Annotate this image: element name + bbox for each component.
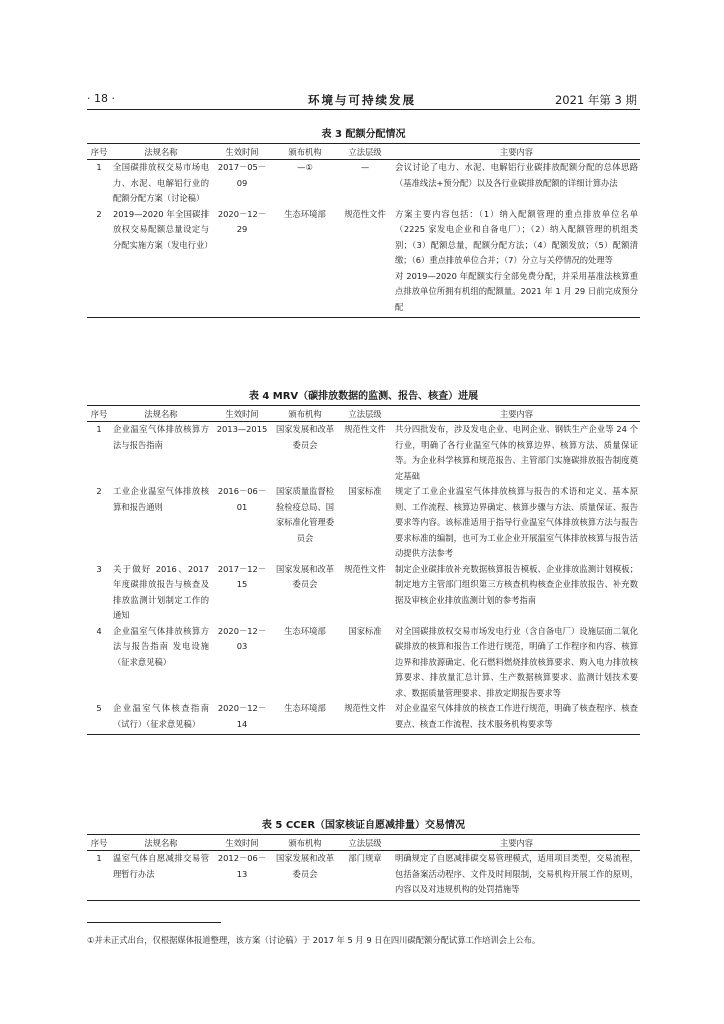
table5 [87,834,640,901]
col-header-no: 序号 [87,406,111,422]
col-header-date: 生效时间 [211,406,273,422]
table4-header-row [87,406,640,422]
col-header-name: 法规名称 [111,144,211,160]
row-date: 2012－06－13 [211,851,273,901]
row-level: 规范性文件 [344,563,386,574]
table5-header-row [87,835,640,851]
row-agency: —① [297,162,313,172]
table-row [87,422,640,485]
footnote: ①并未正式出台，仅根据媒体报道整理，该方案（讨论稿）于 2017 年 5 月 9 日在四川碳配额分配试算工作培训会上公布。 [87,935,541,945]
row-date: 2016－06－01 [217,486,267,512]
col-header-content: 主要内容 [393,406,640,422]
row-level: 国家标准 [348,486,382,496]
issue-label: 2021 年第 3 期 [554,93,637,107]
table4 [87,405,640,735]
col-header-level: 立法层级 [337,406,393,422]
col-header-no: 序号 [87,144,111,160]
row-name: 企业温室气体排放核算方法与报告指南 发电设施（征求意见稿） [113,625,209,667]
col-header-date: 生效时间 [211,144,273,160]
row-level: 规范性文件 [337,701,393,735]
table-row [87,701,640,735]
table-row [87,624,640,702]
col-header-date: 生效时间 [211,835,273,851]
row-date: 2013—2015 [216,424,268,434]
row-agency: 生态环境部 [273,701,337,735]
row-no: 2 [87,207,111,318]
row-date: 2020－12－14 [211,701,273,735]
row-no: 3 [96,563,102,574]
row-name: 温室气体自愿减排交易管理暂行办法 [111,851,211,901]
row-content: 对全国碳排放权交易市场发电行业（含自备电厂）设施层面二氧化碳排放的核算和报告工作进行规范，明确了工作程序和内容、核算边界和排放源确定、化石燃料燃烧排放核算要求、购入电力排放核算要求、排放量汇总计算、生产数据核算要求、监测计划技术要求、数据质量管理要求、排放定期报告要求等 [395,625,638,698]
table-row [87,562,640,624]
row-no: 1 [96,424,102,434]
row-content: 会议讨论了电力、水泥、电解铝行业碳排放配额分配的总体思路（基准线法+预分配）以及各行业碳排放配额的详细计算办法 [395,162,638,188]
footnote-rule [87,922,221,923]
row-content-part2: 对 2019—2020 年配额实行全部免费分配，并采用基准法核算重点排放单位所拥有机组的配额量。2021 年 1 月 29 日前完成预分配 [395,270,638,312]
row-content: 制定企业碳排放补充数据核算报告模板、企业排放监测计划模板；制定地方主管部门组织第三方核查机构核查企业排放报告、补充数据及审核企业排放监测计划的参考指南 [395,563,638,605]
table4-caption: 表 4 MRV（碳排放数据的监测、报告、核查）进展 [248,391,479,402]
col-header-no: 序号 [87,835,111,851]
row-date: 2020－12－29 [211,207,273,318]
table3-header-row [87,144,640,160]
row-name: 关于做好 2016、2017 年度碳排放报告与核查及排放监测计划制定工作的通知 [113,563,209,620]
table3 [87,143,640,318]
table3-caption: 表 3 配额分配情况 [321,129,406,140]
row-name: 2019—2020 年全国碳排放权交易配额总量设定与分配实施方案（发电行业） [111,207,211,318]
page-number: · 18 · [87,92,115,105]
row-content [393,207,640,318]
table-row [87,160,640,207]
table-row [87,484,640,562]
row-content: 明确规定了自愿减排碳交易管理模式，适用项目类型，交易流程，包括备案活动程序、文件及时间限制，交易机构开展工作的原则，内容以及对违规机构的处罚措施等 [393,851,640,901]
col-header-content: 主要内容 [393,835,640,851]
row-content: 对企业温室气体排放的核查工作进行规范，明确了核查程序、核查要点、核查工作流程、技术服务机构要求等 [393,701,640,735]
col-header-level: 立法层级 [337,835,393,851]
row-content: 规定了工业企业温室气体排放核算与报告的术语和定义、基本原则、工作流程、核算边界确定、核算步骤与方法、质量保证、报告要求等内容。该标准适用于指导行业温室气体排放核算方法与报告要求标准的编制，也可为工业企业开展温室气体排放核算与报告活动提供方法参考 [395,486,638,558]
row-name: 全国碳排放权交易市场电力、水泥、电解铝行业的配额分配方案（讨论稿） [113,162,209,203]
row-name: 企业温室气体核查指南（试行）（征求意见稿） [111,701,211,735]
col-header-name: 法规名称 [111,406,211,422]
row-agency: 国家发展和改革委员会 [275,424,335,450]
row-agency: 国家质量监督检验检疫总局、国家标准化管理委员会 [275,486,335,543]
row-date: 2017－12－15 [217,563,267,589]
row-name: 工业企业温室气体排放核算和报告通则 [113,486,209,512]
table5-caption: 表 5 CCER（国家核证自愿减排量）交易情况 [261,820,466,831]
row-no: 4 [96,625,102,636]
row-level: 国家标准 [348,625,382,636]
row-level: 规范性文件 [337,207,393,318]
row-level: 规范性文件 [344,424,386,434]
row-agency: 国家发展和改革委员会 [273,851,337,901]
table-row [87,851,640,901]
col-header-level: 立法层级 [337,144,393,160]
row-level: — [360,162,370,172]
row-name: 企业温室气体排放核算方法与报告指南 [113,424,209,450]
row-content: 共分四批发布，涉及发电企业、电网企业、钢铁生产企业等 24 个行业，明确了各行业温室气体的核算边界、核算方法、质量保证等。为企业科学核算和规范报告、主管部门实施碳排放报告制度奠定基础 [395,424,638,481]
row-date: 2020－12－03 [217,625,267,651]
col-header-content: 主要内容 [393,144,640,160]
col-header-agency: 颁布机构 [273,144,337,160]
header-rule [87,109,640,110]
row-date: 2017－05－09 [217,162,267,188]
row-no: 2 [96,486,102,496]
journal-title: 环境与可持续发展 [308,93,416,107]
row-agency: 国家发展和改革委员会 [275,563,335,589]
row-no: 1 [87,851,111,901]
table-row [87,207,640,318]
row-agency: 生态环境部 [273,207,337,318]
row-level: 部门规章 [337,851,393,901]
col-header-agency: 颁布机构 [273,406,337,422]
row-no: 1 [96,162,102,172]
col-header-agency: 颁布机构 [273,835,337,851]
row-no: 5 [87,701,111,735]
col-header-name: 法规名称 [111,835,211,851]
row-content-part1: 方案主要内容包括：（1）纳入配额管理的重点排放单位名单（2225 家发电企业和自备电厂）；（2）纳入配额管理的机组类别；（3）配额总量，配额分配方法；（4）配额发放；（5）配额清缴；（6）重点排放单位合并；（7）分立与关停情况的处理等 [395,208,638,265]
row-agency: 生态环境部 [284,625,326,636]
